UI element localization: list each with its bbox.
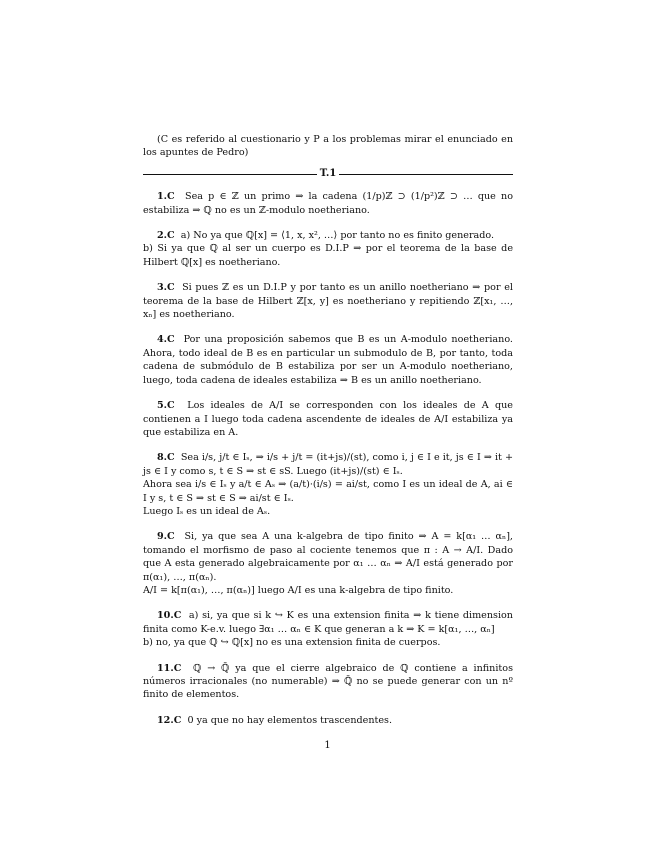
answer-item	[143, 190, 513, 217]
header-rule-right	[339, 174, 513, 175]
answer-item	[143, 662, 513, 702]
section-header	[143, 167, 513, 180]
page-number: 1	[324, 740, 331, 751]
item-label: 12.C	[157, 714, 182, 726]
intro-note: (C es referido al cuestionario y P a los problemas mirar el enunciado en los apuntes de Pedro)	[143, 134, 513, 159]
item-text: b) no, ya que ℚ ↪ ℚ[x] no es una extension finita de cuerpos.	[143, 637, 441, 649]
item-text: a) si, ya que si k ↪ K es una extension finita ⇒ k tiene dimension finita como K-e.v. luego ∃α₁ … αₙ ∈ K que generan a k ⇒ K = k[α₁, …, αₙ]	[143, 610, 513, 635]
item-text: A/I = k[π(α₁), …, π(αₙ)] luego A/I es una k-algebra de tipo finito.	[143, 584, 454, 596]
answer-item	[143, 451, 513, 518]
item-text: Sea p ∈ ℤ un primo ⇒ la cadena (1/p)ℤ ⊃ (1/p²)ℤ ⊃ … que no estabiliza ⇒ ℚ no es un ℤ-modulo noetheriano.	[143, 191, 513, 216]
answer-item	[143, 530, 513, 597]
item-label: 10.C	[157, 610, 182, 622]
answer-item	[143, 609, 513, 649]
item-text: Ahora sea i/s ∈ Iₛ y a/t ∈ Aₛ ⇒ (a/t)·(i/s) = ai/st, como I es un ideal de A, ai ∈ I y s, t ∈ S ⇒ st ∈ S ⇒ ai/st ∈ Iₛ.	[143, 479, 513, 504]
item-label: 3.C	[157, 282, 175, 294]
document-body	[143, 133, 513, 727]
answer-item	[143, 229, 513, 269]
answer-item	[143, 281, 513, 321]
answer-item	[143, 399, 513, 439]
item-text: 0 ya que no hay elementos trascendentes.	[187, 714, 392, 726]
answer-item	[143, 714, 513, 727]
item-label: 4.C	[157, 334, 175, 346]
item-label: 8.C	[157, 452, 175, 464]
item-text: b) Si ya que ℚ al ser un cuerpo es D.I.P ⇒ por el teorema de la base de Hilbert ℚ[x] es noetheriano.	[143, 243, 513, 268]
item-text: ℚ → ℚ̄ ya que el cierre algebraico de ℚ contiene a infinitos números irracionales (no numerable) ⇒ ℚ̄ no se puede generar con un nº finito de elementos.	[143, 662, 513, 701]
item-text: Si pues ℤ es un D.I.P y por tanto es un anillo noetheriano ⇒ por el teorema de la base de Hilbert ℤ[x, y] es noetheriano y repitiendo ℤ[x₁, …, xₙ] es noetheriano.	[143, 282, 513, 321]
header-rule-left	[143, 174, 317, 175]
item-label: 9.C	[157, 531, 175, 543]
item-text: Luego Iₛ es un ideal de Aₛ.	[143, 505, 271, 517]
item-label: 11.C	[157, 662, 182, 674]
item-text: Por una proposición sabemos que B es un A-modulo noetheriano. Ahora, todo ideal de B es en particular un submodulo de B, por tanto, toda cadena de submódulo de B estabiliza por ser un A-modulo noetheriano, luego, toda cadena de ideales estabiliza ⇒ B es un anillo noetheriano.	[143, 334, 513, 386]
item-text: Sea i/s, j/t ∈ Iₛ, ⇒ i/s + j/t = (it+js)/(st), como i, j ∈ I e it, js ∈ I ⇒ it + js ∈ I y como s, t ∈ S ⇒ st ∈ sS. Luego (it+js)/(st) ∈ Iₛ.	[143, 452, 513, 477]
answer-item	[143, 333, 513, 387]
item-label: 5.C	[157, 400, 175, 412]
section-title: T.1	[319, 167, 337, 179]
item-text: Si, ya que sea A una k-algebra de tipo finito ⇒ A = k[α₁ … αₙ], tomando el morfismo de paso al cociente tenemos que π : A → A/I. Dado que A esta generado algebraicamente por α₁ … αₙ ⇒ A/I está generado por π(α₁), …, π(αₙ).	[143, 531, 513, 583]
item-label: 1.C	[157, 191, 175, 203]
item-text: Los ideales de A/I se corresponden con los ideales de A que contienen a I luego toda cadena ascendente de ideales de A/I estabiliza ya que estabiliza en A.	[143, 400, 513, 438]
item-label: 2.C	[157, 230, 175, 242]
item-text: a) No ya que ℚ[x] = ⟨1, x, x², …⟩ por tanto no es finito generado.	[180, 230, 495, 242]
